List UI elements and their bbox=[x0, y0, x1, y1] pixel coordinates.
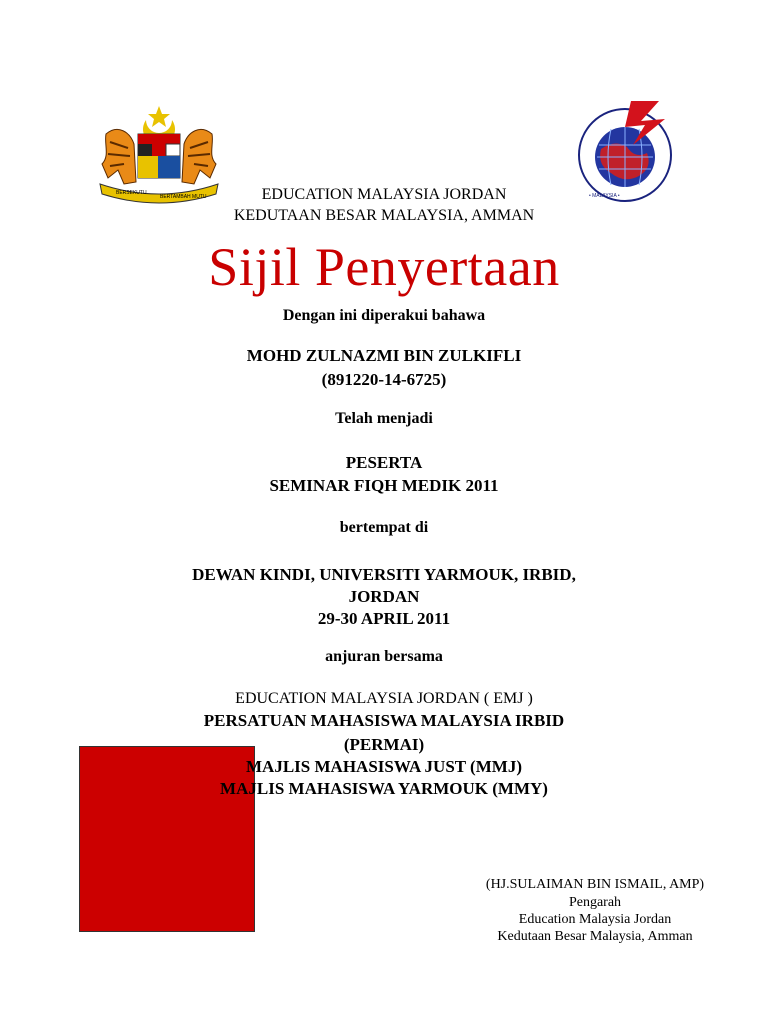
venue-line-1: DEWAN KINDI, UNIVERSITI YARMOUK, IRBID, bbox=[192, 565, 576, 584]
recipient-id: (891220-14-6725) bbox=[321, 370, 447, 389]
signatory-org-1: Education Malaysia Jordan bbox=[518, 912, 672, 927]
event-date: 29-30 APRIL 2011 bbox=[317, 609, 451, 628]
signatory-name: (HJ.SULAIMAN BIN ISMAIL, AMP) bbox=[485, 877, 705, 892]
certificate-title: Sijil Penyertaan bbox=[208, 237, 560, 297]
header-line-2: KEDUTAAN BESAR MALAYSIA, AMMAN bbox=[233, 207, 535, 224]
recipient-name: MOHD ZULNAZMI BIN ZULKIFLI bbox=[246, 346, 522, 365]
svg-text:• MALAYSIA •: • MALAYSIA • bbox=[589, 193, 620, 199]
organiser-emj: EDUCATION MALAYSIA JORDAN ( EMJ ) bbox=[235, 690, 533, 707]
signatory-position: Pengarah bbox=[568, 895, 622, 910]
svg-text:BERTAMBAH MUTU: BERTAMBAH MUTU bbox=[160, 194, 207, 200]
organiser-mmj: MAJLIS MAHASISWA JUST (MMJ) bbox=[246, 757, 522, 776]
organised-label: anjuran bersama bbox=[325, 648, 443, 665]
certify-text: Dengan ini diperakui bahawa bbox=[282, 307, 486, 324]
became-text: Telah menjadi bbox=[335, 410, 433, 427]
organiser-mmy: MAJLIS MAHASISWA YARMOUK (MMY) bbox=[220, 779, 548, 798]
organiser-permai-abbr: (PERMAI) bbox=[343, 735, 425, 754]
svg-text:BERSEKUTU: BERSEKUTU bbox=[116, 190, 147, 196]
organiser-permai: PERSATUAN MAHASISWA MALAYSIA IRBID bbox=[203, 711, 565, 730]
signatory-org-2: Kedutaan Besar Malaysia, Amman bbox=[497, 929, 693, 944]
role-text: PESERTA bbox=[345, 453, 423, 472]
event-name: SEMINAR FIQH MEDIK 2011 bbox=[269, 476, 499, 495]
header-line-1: EDUCATION MALAYSIA JORDAN bbox=[261, 186, 507, 203]
venue-line-2: JORDAN bbox=[348, 587, 420, 606]
venue-label: bertempat di bbox=[339, 519, 429, 536]
